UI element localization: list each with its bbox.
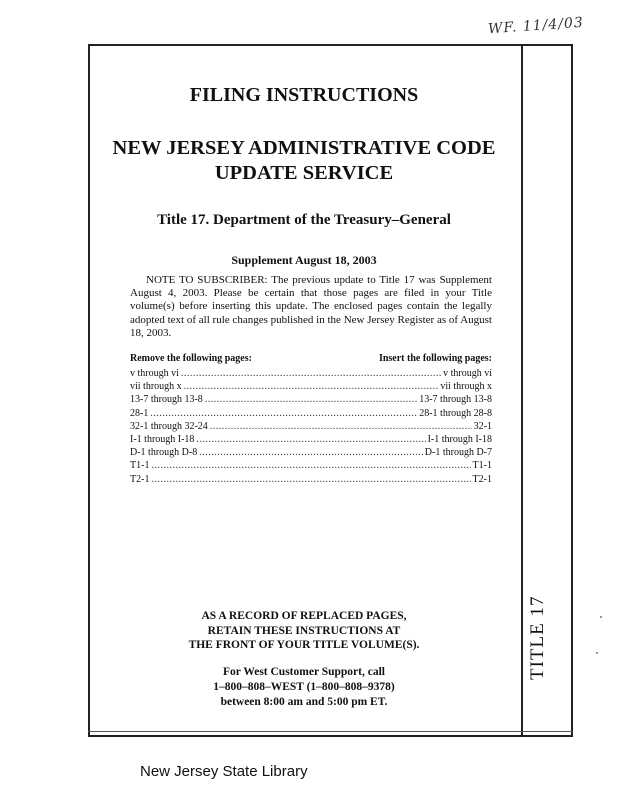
insert-pages: I-1 through I-18 — [427, 433, 492, 445]
subscriber-note: NOTE TO SUBSCRIBER: The previous update to Title 17 was Supplement August 4, 2003. Please be certain that those pages are filed in your Title volume(s) before inserting this update. The enclosed pages contain the legally adopted text of all rule changes published in the New Jersey Register as of August 18, 2003. — [130, 274, 492, 339]
scan-speck — [596, 652, 598, 654]
support-phone: 1–800–808–WEST (1–800–808–9378) — [213, 681, 395, 693]
leader-dots — [181, 367, 441, 380]
insert-pages: vii through x — [440, 381, 492, 393]
code-title-line1: NEW JERSEY ADMINISTRATIVE CODE — [112, 137, 496, 159]
pages-table-header — [130, 353, 492, 364]
leader-dots — [210, 420, 472, 433]
record-notice — [118, 609, 490, 653]
insert-header: Insert the following pages: — [378, 353, 492, 364]
table-row — [130, 367, 492, 380]
table-row — [130, 459, 492, 472]
remove-pages: 13-7 through 13-8 — [130, 394, 203, 406]
title-subtitle: Title 17. Department of the Treasury–General — [157, 212, 451, 228]
customer-support — [118, 665, 490, 710]
remove-pages: 28-1 — [130, 407, 149, 419]
insert-pages: 28-1 through 28-8 — [419, 407, 492, 419]
remove-pages: vii through x — [130, 381, 182, 393]
insert-pages: D-1 through D-7 — [424, 447, 492, 459]
remove-pages: T1-1 — [130, 460, 150, 472]
pages-table — [130, 367, 492, 486]
insert-pages: T1-1 — [472, 460, 492, 472]
table-row — [130, 446, 492, 459]
table-row — [130, 380, 492, 393]
leader-dots — [151, 459, 470, 472]
table-row — [130, 407, 492, 420]
insert-pages: 13-7 through 13-8 — [419, 394, 492, 406]
insert-pages: 32-1 — [473, 420, 492, 432]
page-title: FILING INSTRUCTIONS — [189, 84, 419, 106]
remove-pages: I-1 through I-18 — [130, 433, 195, 445]
remove-pages: v through vi — [130, 368, 179, 379]
remove-pages: D-1 through D-8 — [130, 447, 198, 459]
insert-pages: v through vi — [443, 368, 492, 379]
library-watermark: New Jersey State Library — [140, 763, 308, 780]
handwritten-annotation: WF. 11/4/03 — [487, 14, 585, 38]
record-notice-line3: THE FRONT OF YOUR TITLE VOLUME(S). — [188, 639, 420, 651]
table-row — [130, 473, 492, 486]
supplement-date: Supplement August 18, 2003 — [231, 253, 377, 267]
title-tab-label: TITLE 17 — [527, 595, 548, 680]
code-title — [108, 136, 500, 186]
leader-dots — [184, 380, 439, 393]
bottom-rule — [88, 731, 573, 732]
tab-divider — [521, 44, 523, 737]
leader-dots — [151, 473, 470, 486]
scan-speck — [600, 616, 602, 618]
support-hours: between 8:00 am and 5:00 pm ET. — [220, 696, 388, 708]
table-row — [130, 420, 492, 433]
table-row — [130, 433, 492, 446]
code-title-line2: UPDATE SERVICE — [214, 162, 394, 184]
record-notice-line1: AS A RECORD OF REPLACED PAGES, — [201, 610, 407, 622]
remove-pages: 32-1 through 32-24 — [130, 420, 208, 432]
leader-dots — [150, 407, 417, 420]
leader-dots — [199, 446, 423, 459]
insert-pages: T2-1 — [472, 473, 492, 485]
record-notice-line2: RETAIN THESE INSTRUCTIONS AT — [207, 624, 401, 637]
remove-header: Remove the following pages: — [130, 353, 252, 364]
remove-pages: T2-1 — [130, 473, 150, 485]
support-line1: For West Customer Support, call — [223, 666, 385, 678]
leader-dots — [196, 433, 425, 446]
leader-dots — [205, 393, 417, 406]
table-row — [130, 393, 492, 406]
